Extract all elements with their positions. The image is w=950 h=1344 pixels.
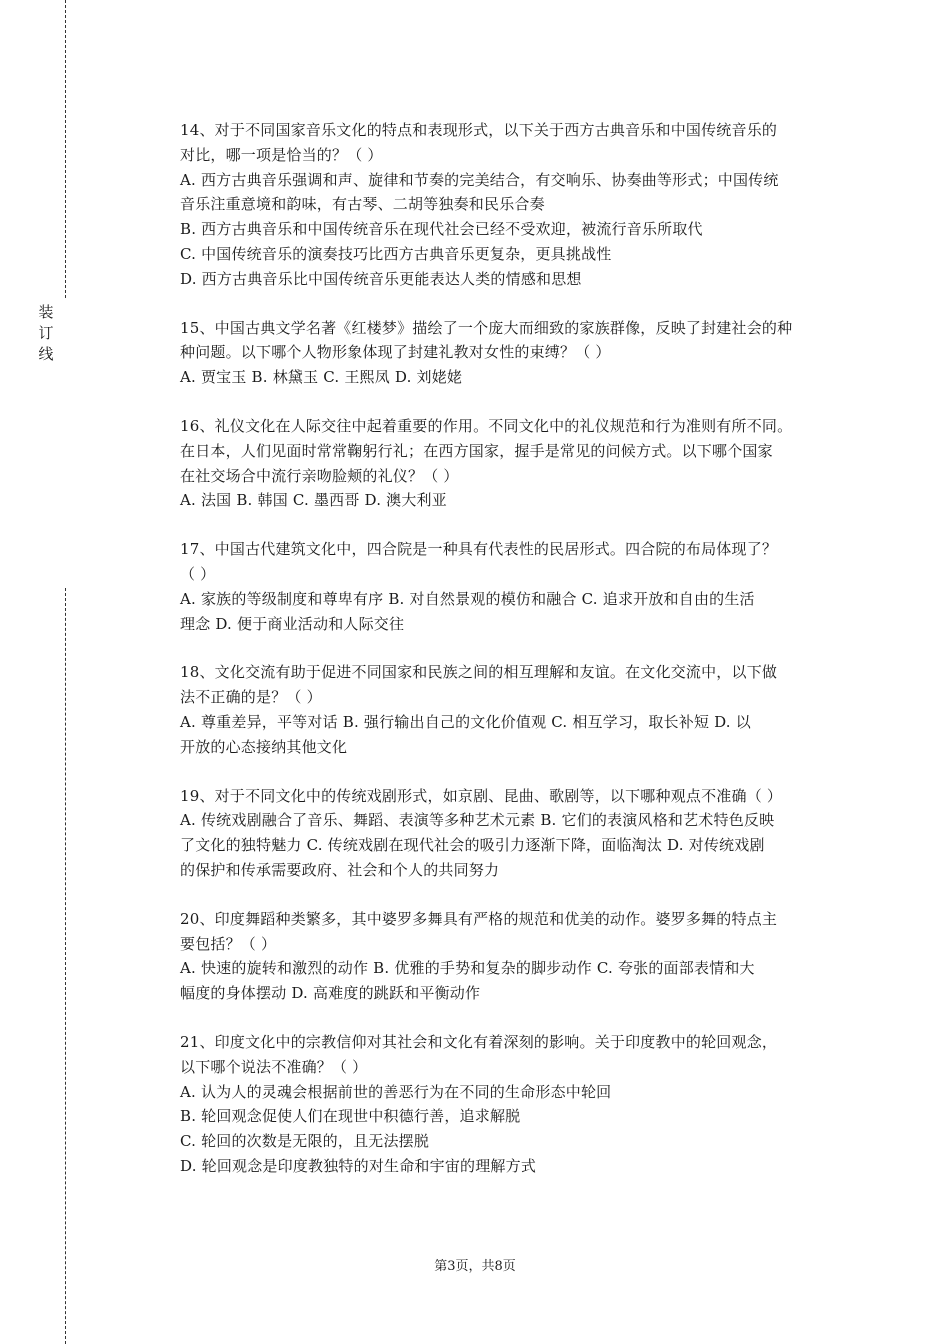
option-text: C. 轮回的次数是无限的，且无法摆脱 xyxy=(180,1132,430,1151)
question-text: 对比，哪一项是恰当的？（ ） xyxy=(180,145,383,164)
question-text: 16、礼仪文化在人际交往中起着重要的作用。不同文化中的礼仪规范和行为准则有所不同。 xyxy=(180,416,793,435)
question-text: 15、中国古典文学名著《红楼梦》描绘了一个庞大而细致的家族群像，反映了封建社会的种 xyxy=(180,318,793,337)
option-text: A. 尊重差异，平等对话 B. 强行输出自己的文化价值观 C. 相互学习，取长补短 D. 以 xyxy=(180,712,751,731)
option-text: D. 轮回观念是印度教独特的对生命和宇宙的理解方式 xyxy=(180,1156,537,1175)
option-text: 音乐注重意境和韵味，有古琴、二胡等独奏和民乐合奏 xyxy=(180,195,545,214)
option-text: 了文化的独特魅力 C. 传统戏剧在现代社会的吸引力逐渐下降，面临淘汰 D. 对传统戏剧 xyxy=(180,836,765,855)
option-text: B. 西方古典音乐和中国传统音乐在现代社会已经不受欢迎，被流行音乐所取代 xyxy=(180,220,703,239)
option-text: B. 轮回观念促使人们在现世中积德行善，追求解脱 xyxy=(180,1107,521,1126)
question-text: 法不正确的是？（ ） xyxy=(180,688,322,707)
option-text: 幅度的身体摆动 D. 高难度的跳跃和平衡动作 xyxy=(180,984,481,1003)
question-text: 18、文化交流有助于促进不同国家和民族之间的相互理解和友谊。在文化交流中，以下做 xyxy=(180,663,778,682)
question-19 xyxy=(180,784,840,883)
binding-label-char: 订 xyxy=(38,324,54,342)
option-text: 理念 D. 便于商业活动和人际交往 xyxy=(180,614,405,633)
question-text: 20、印度舞蹈种类繁多，其中婆罗多舞具有严格的规范和优美的动作。婆罗多舞的特点主 xyxy=(180,909,778,928)
question-21 xyxy=(180,1030,840,1179)
question-text: 14、对于不同国家音乐文化的特点和表现形式，以下关于西方古典音乐和中国传统音乐的 xyxy=(180,121,778,139)
page-number: 第3页，共8页 xyxy=(434,1259,516,1274)
question-15 xyxy=(180,316,840,390)
option-text: A. 贾宝玉 B. 林黛玉 C. 王熙凤 D. 刘姥姥 xyxy=(180,368,463,387)
binding-label-char: 线 xyxy=(38,345,54,363)
option-text: A. 法国 B. 韩国 C. 墨西哥 D. 澳大利亚 xyxy=(180,491,447,510)
question-text: 19、对于不同文化中的传统戏剧形式，如京剧、昆曲、歌剧等，以下哪种观点不准确（ ） xyxy=(180,786,783,805)
question-text: （ ） xyxy=(180,564,216,583)
question-18 xyxy=(180,660,840,759)
question-list xyxy=(180,118,840,1203)
question-17 xyxy=(180,537,840,636)
question-text: 17、中国古代建筑文化中，四合院是一种具有代表性的民居形式。四合院的布局体现了？ xyxy=(180,540,778,559)
option-text: A. 家族的等级制度和尊卑有序 B. 对自然景观的模仿和融合 C. 追求开放和自由的生活 xyxy=(180,589,755,608)
option-text: 开放的心态接纳其他文化 xyxy=(180,737,348,756)
option-text: A. 快速的旋转和激烈的动作 B. 优雅的手势和复杂的脚步动作 C. 夸张的面部表情和大 xyxy=(180,959,755,978)
question-text: 在日本，人们见面时常常鞠躬行礼；在西方国家，握手是常见的问候方式。以下哪个国家 xyxy=(180,441,773,460)
binding-label xyxy=(36,302,56,365)
option-text: D. 西方古典音乐比中国传统音乐更能表达人类的情感和思想 xyxy=(180,269,582,288)
question-text: 以下哪个说法不准确？（ ） xyxy=(180,1057,368,1076)
option-text: C. 中国传统音乐的演奏技巧比西方古典音乐更复杂，更具挑战性 xyxy=(180,244,612,263)
option-text: 的保护和传承需要政府、社会和个人的共同努力 xyxy=(180,860,500,879)
question-text: 种问题。以下哪个人物形象体现了封建礼教对女性的束缚？（ ） xyxy=(180,343,611,362)
question-text: 要包括？（ ） xyxy=(180,934,277,953)
option-text: A. 西方古典音乐强调和声、旋律和节奏的完美结合，有交响乐、协奏曲等形式；中国传统 xyxy=(180,170,779,189)
binding-line-top xyxy=(65,0,66,298)
binding-label-char: 装 xyxy=(38,303,54,321)
question-20 xyxy=(180,907,840,1006)
binding-line-bottom xyxy=(65,588,66,1344)
option-text: A. 认为人的灵魂会根据前世的善恶行为在不同的生命形态中轮回 xyxy=(180,1082,612,1101)
question-16 xyxy=(180,414,840,513)
option-text: A. 传统戏剧融合了音乐、舞蹈、表演等多种艺术元素 B. 它们的表演风格和艺术特色反映 xyxy=(180,811,775,830)
question-text: 在社交场合中流行亲吻脸颊的礼仪？（ ） xyxy=(180,466,459,485)
question-text: 21、印度文化中的宗教信仰对其社会和文化有着深刻的影响。关于印度教中的轮回观念， xyxy=(180,1032,778,1051)
question-14 xyxy=(180,118,840,292)
